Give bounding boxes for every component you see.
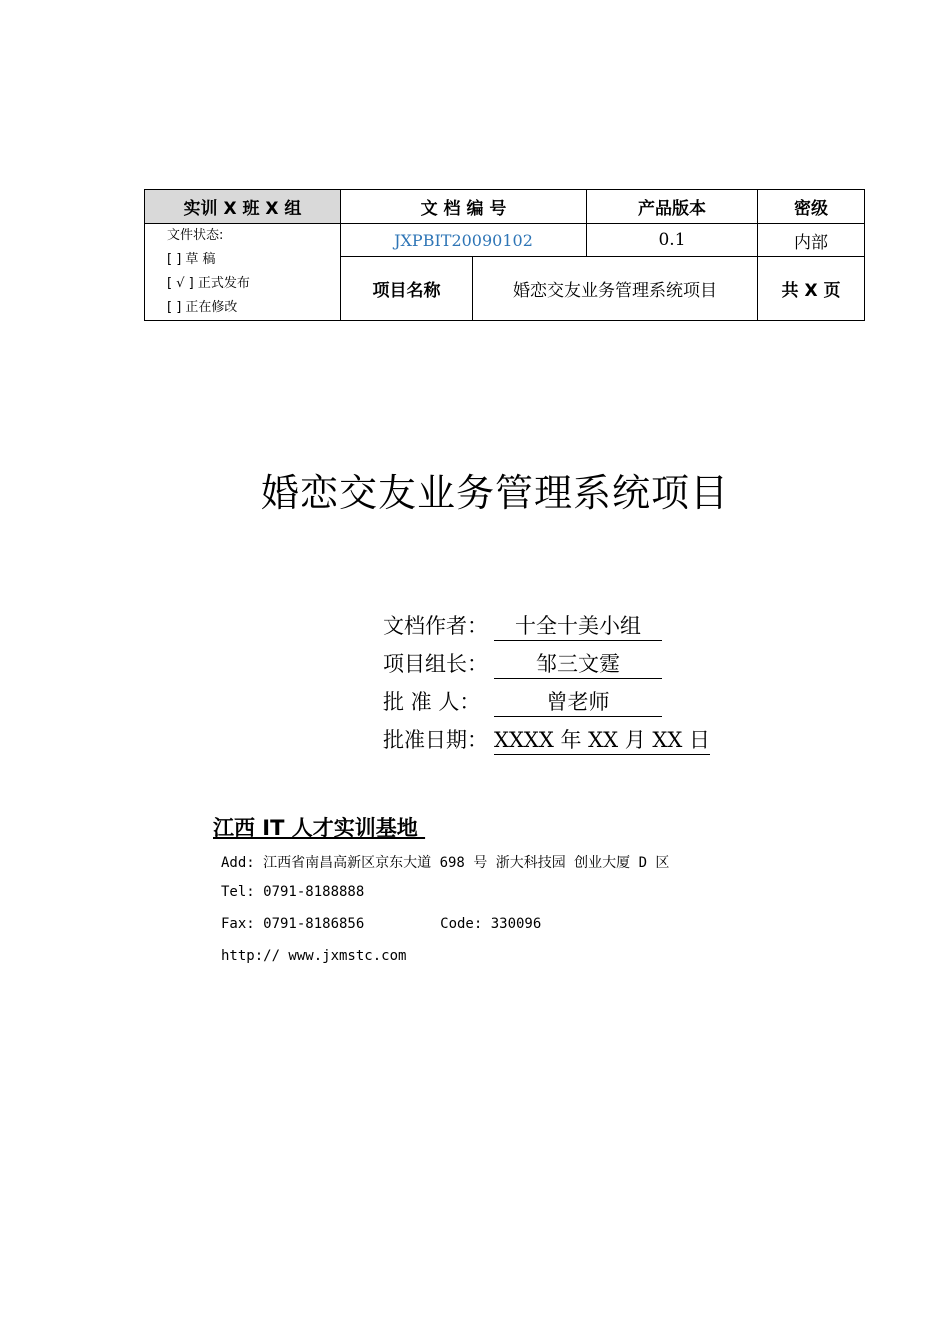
document-header-table (144, 189, 865, 321)
company-name: 江西 IT 人才实训基地 (213, 816, 426, 840)
doc-number-label: 文 档 编 号 (341, 190, 587, 224)
company-fax-code: Fax: 0791-8186856 Code: 330096 (221, 916, 542, 932)
document-title: 婚恋交友业务管理系统项目 (260, 471, 729, 515)
company-address: Add: 江西省南昌高新区京东大道 698 号 浙大科技园 创业大厦 D 区 (221, 855, 670, 871)
project-name-value: 婚恋交友业务管理系统项目 (473, 257, 758, 321)
info-label: 批准日期： (383, 728, 488, 752)
file-status-cell (145, 224, 341, 321)
info-row-approver (383, 686, 710, 724)
security-value: 内部 (758, 224, 865, 257)
file-status-title: 文件状态: (167, 228, 224, 243)
company-website: http:// www.jxmstc.com (221, 948, 407, 964)
info-label: 批 准 人： (383, 690, 481, 714)
page-count: 共 X 页 (758, 257, 865, 321)
project-name-label: 项目名称 (341, 257, 473, 321)
document-info-block (383, 610, 710, 762)
group-cell: 实训 X 班 X 组 (145, 190, 341, 224)
info-row-approval-date (383, 724, 710, 762)
doc-number-value: JXPBIT20090102 (341, 224, 587, 257)
security-label: 密级 (758, 190, 865, 224)
info-row-leader (383, 648, 710, 686)
status-released: [ √ ] 正式发布 (167, 276, 250, 291)
company-tel: Tel: 0791-8188888 (221, 884, 365, 900)
info-value: XXXX 年 XX 月 XX 日 (494, 726, 710, 755)
info-value: 十全十美小组 (494, 612, 662, 641)
status-editing: [ ] 正在修改 (167, 300, 238, 315)
info-value: 邹三文霆 (494, 650, 662, 679)
info-row-author (383, 610, 710, 648)
info-label: 项目组长： (383, 652, 488, 676)
info-label: 文档作者： (383, 614, 488, 638)
info-value: 曾老师 (494, 688, 662, 717)
status-draft: [ ] 草 稿 (167, 252, 216, 267)
version-value: 0.1 (587, 224, 758, 257)
product-version-label: 产品版本 (587, 190, 758, 224)
